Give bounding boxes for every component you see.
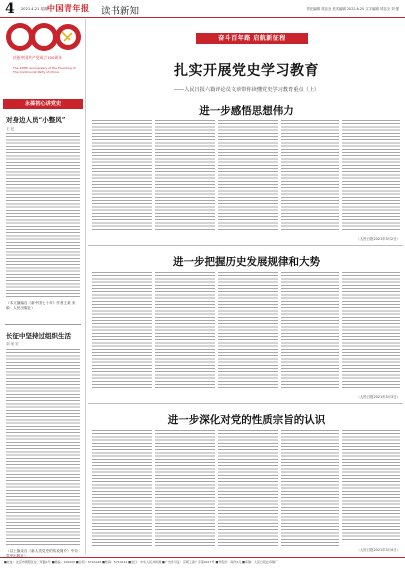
left-divider [5, 324, 81, 325]
anniversary-emblem-icon [4, 21, 82, 55]
left-article-note-1: （本文摘编自《新中国七十年》作者王某 来源：人民出版社） [6, 301, 76, 310]
section-title: 读书新知 [101, 6, 140, 17]
section3-text-col4 [281, 430, 339, 546]
section1-text-col4 [281, 120, 339, 232]
left-article-body-1 [6, 133, 80, 298]
section3-credit: （人民日报2021年3月4日） [356, 548, 400, 552]
section1-text-col1 [92, 120, 152, 232]
section-heading-3[interactable]: 进一步深化对党的性质宗旨的认识 [167, 414, 326, 426]
section-divider-2 [88, 403, 403, 404]
section3-text-col1 [92, 430, 152, 546]
section1-text-col5 [342, 120, 400, 232]
section2-text-col4 [281, 272, 339, 390]
editor-credits: 责任编辑 邦忠全 美术编辑 2022.6.25 文字编辑 邦忠全 刘 强 [306, 7, 399, 11]
paper-masthead: 中国青年报 [47, 3, 90, 13]
section2-credit: （人民日报2021年3月3日） [356, 395, 400, 399]
section-heading-1[interactable]: 进一步感悟思想伟力 [199, 105, 294, 117]
page-footer: ■社址：北京市朝阳区东二环路1号 ■邮编：100020 ■总机：5710240 ■传真：5710241 ■发行：中华人民共和国 ■广告许可证：京朝工商广字第0017号 ■零售价：每份2元 ■印刷：人民日报社印刷厂 [0, 557, 405, 575]
left-article-title-1[interactable]: 对身边人员“小整风” [6, 116, 66, 124]
left-column [0, 19, 84, 558]
section2-text-col5 [342, 272, 400, 390]
section2-text-col1 [92, 272, 152, 390]
section3-text-col2 [155, 430, 215, 546]
feature-title[interactable]: 扎实开展党史学习教育 [174, 63, 319, 79]
left-article-byline-1: 王 纪 [6, 127, 15, 131]
feature-subtitle: ——人民日报六篇评论员文章带你读懂党史学习教育重点（上） [173, 87, 320, 93]
anniversary-logo [4, 21, 82, 96]
section3-text-col5 [342, 430, 400, 540]
column-banner: 永葆初心讲党史 [3, 99, 83, 109]
section1-text-col3 [218, 120, 278, 232]
issue-date: 2021.4.21 星期三 [21, 7, 52, 11]
section3-text-col3 [218, 430, 278, 546]
anniversary-caption: 庆祝中国共产党成立100周年 [13, 55, 63, 60]
column-separator [85, 19, 86, 554]
section1-credit: （人民日报2021年3月2日） [356, 237, 400, 241]
section2-text-col3 [218, 272, 278, 390]
section1-text-col2 [155, 120, 215, 232]
section-heading-2[interactable]: 进一步把握历史发展规律和大势 [173, 256, 320, 268]
section-divider-1 [88, 245, 403, 246]
page-header [0, 0, 405, 18]
anniversary-english: The 100th Anniversary of the Founding of The Communist Party of China [13, 66, 76, 74]
left-article-body-2 [6, 349, 80, 545]
left-article-note-2: （以上摘录自《新人类党史的传说简介》中央党史出版社） [6, 549, 78, 558]
section2-text-col2 [155, 272, 215, 390]
left-article-title-2[interactable]: 长征中坚持过组织生活 [6, 332, 71, 340]
page-number: 4 [5, 1, 15, 17]
feature-banner: 奋斗百年路 启航新征程 [196, 33, 308, 44]
left-article-byline-2: 刘 家 宏 [6, 342, 19, 346]
